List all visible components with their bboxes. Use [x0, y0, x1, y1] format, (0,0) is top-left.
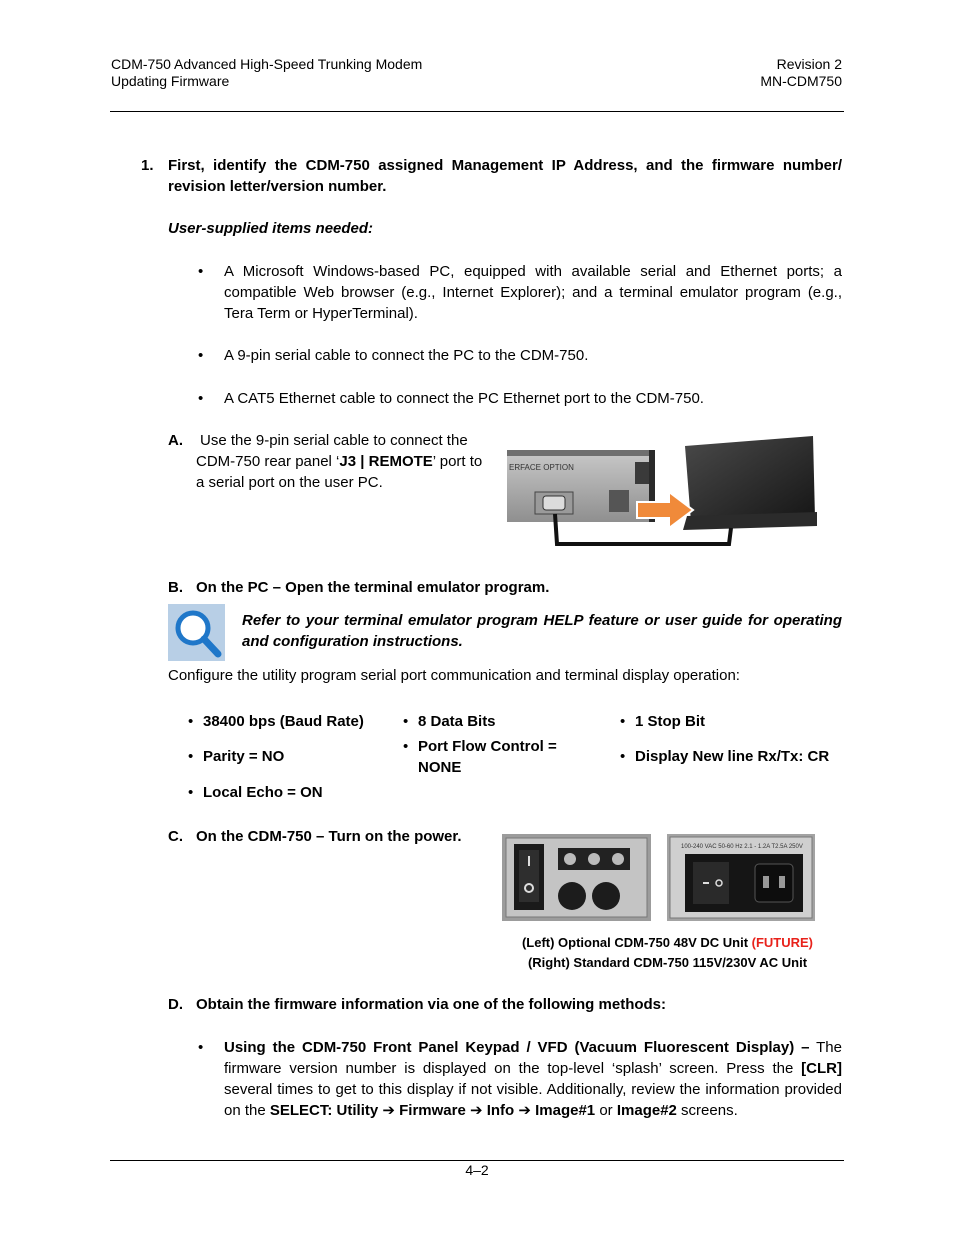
ac-power-photo — [667, 834, 815, 921]
step-a-label: A. — [168, 432, 183, 449]
photo-caption — [505, 933, 830, 973]
caption-right: (Right) Standard CDM-750 115V/230V AC Unit — [527, 955, 808, 970]
ac-rating-label: 100-240 VAC 50-60 Hz 2.1 - 1.2A T2.5A 250V — [681, 844, 803, 850]
setting-newline: Display New line Rx/Tx: CR — [635, 748, 830, 765]
header-right — [760, 56, 842, 90]
items-heading: User-supplied items needed: — [168, 220, 374, 237]
step-c-text: On the CDM-750 – Turn on the power. — [196, 828, 462, 845]
bullet: • — [198, 347, 204, 364]
step-1-text: First, identify the CDM-750 assigned Management IP Address, and the firmware number/ revision letter/version number. — [168, 157, 842, 195]
list-item: A CAT5 Ethernet cable to connect the PC Ethernet port to the CDM-750. — [224, 390, 704, 407]
fuse-holder — [558, 882, 586, 910]
method-front-panel: Using the CDM-750 Front Panel Keypad / VFD (Vacuum Fluorescent Display) – The firmware version number is displayed on the top-level ‘splash’ screen. Press the [CLR] several times to get to this display if not visible. Additionally, review the information provided on the SELECT: Utility ➔ Firmware ➔ Info ➔ Image#1 or Image#2 screens. — [224, 1039, 842, 1119]
step-d-text: Obtain the firmware information via one of the following methods: — [196, 996, 667, 1013]
step-b-text: On the PC – Open the terminal emulator program. — [196, 579, 550, 596]
dc-power-photo — [502, 834, 651, 921]
setting-flow-control: Port Flow Control = NONE — [418, 738, 557, 776]
page-number: 4–2 — [465, 1162, 489, 1178]
bullet: • — [403, 738, 409, 755]
note-text: Refer to your terminal emulator program HELP feature or user guide for operating and configuration instructions. — [242, 612, 842, 650]
bullet: • — [198, 1039, 204, 1056]
doc-title: CDM-750 Advanced High-Speed Trunking Modem — [111, 56, 423, 72]
list-item: A Microsoft Windows-based PC, equipped with available serial and Ethernet ports; a compatible Web browser (e.g., Internet Explorer); and a terminal emulator program (e.g., Tera Term or HyperTerminal). — [224, 263, 842, 322]
bullet: • — [188, 748, 194, 765]
configure-text: Configure the utility program serial port communication and terminal display operation: — [168, 667, 740, 684]
power-switch — [693, 862, 729, 904]
rear-panel — [507, 450, 653, 522]
serial-connection-photo — [505, 432, 817, 548]
revision: Revision 2 — [776, 56, 842, 72]
step-a-text: Use the 9-pin serial cable to connect the CDM-750 rear panel ‘J3 | REMOTE’ port to a serial port on the user PC. — [196, 432, 483, 491]
bullet: • — [198, 390, 204, 407]
step-c-label: C. — [168, 828, 183, 845]
setting-stop-bit: 1 Stop Bit — [635, 713, 705, 730]
fuse-holder — [592, 882, 620, 910]
section-title: Updating Firmware — [111, 73, 230, 89]
panel-label: ERFACE OPTION — [509, 463, 574, 472]
step-1-number: 1. — [141, 157, 154, 174]
setting-data-bits: 8 Data Bits — [418, 713, 496, 730]
header-left — [111, 56, 422, 90]
bullet: • — [620, 748, 626, 765]
bullet: • — [620, 713, 626, 730]
bullet: • — [188, 713, 194, 730]
bullet: • — [188, 784, 194, 801]
future-badge: (FUTURE) — [751, 935, 814, 950]
step-d-label: D. — [168, 996, 183, 1013]
setting-baud: 38400 bps (Baud Rate) — [203, 713, 364, 730]
bullet: • — [403, 713, 409, 730]
header-rule — [110, 111, 844, 112]
step-b-label: B. — [168, 579, 183, 596]
setting-parity: Parity = NO — [203, 748, 285, 765]
ethernet-port — [609, 490, 629, 512]
bullet: • — [198, 263, 204, 280]
doc-number: MN-CDM750 — [760, 73, 842, 89]
caption-left: (Left) Optional CDM-750 48V DC Unit (FUTURE) — [521, 935, 814, 950]
laptop — [685, 436, 815, 522]
setting-local-echo: Local Echo = ON — [203, 784, 323, 801]
footer-rule — [110, 1160, 844, 1161]
list-item: A 9-pin serial cable to connect the PC to the CDM-750. — [224, 347, 589, 364]
magnifier-icon — [168, 604, 225, 661]
